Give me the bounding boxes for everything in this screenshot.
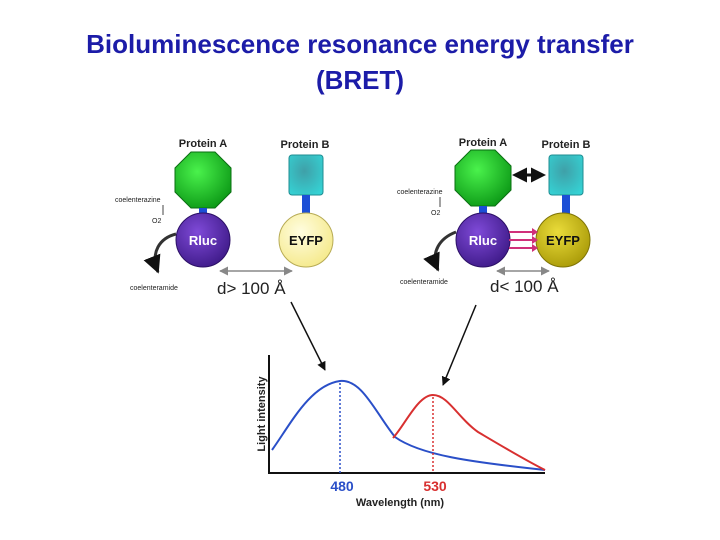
product-label: coelenteramide <box>400 279 448 286</box>
linker-b <box>562 195 570 215</box>
oxygen-label: O2 <box>431 210 441 217</box>
pointer-arrow-right <box>443 305 476 385</box>
protein-a-label: Protein A <box>178 138 228 150</box>
substrate-label: coelenterazine <box>115 197 161 204</box>
right-panel <box>397 137 590 296</box>
protein-a-octagon <box>455 150 511 206</box>
emission-spectrum <box>256 355 545 509</box>
linker-b <box>302 195 310 215</box>
eyfp-label: EYFP <box>289 233 323 248</box>
y-axis-label: Light intensity <box>256 376 268 452</box>
protein-b-square <box>289 155 323 195</box>
title-line-1: Bioluminescence resonance energy transfer <box>86 29 634 59</box>
rluc-label: Rluc <box>468 233 498 248</box>
protein-b-square <box>549 155 583 195</box>
peak-480-label: 480 <box>330 478 354 494</box>
protein-b-label: Protein B <box>280 139 330 151</box>
protein-b-label: Protein B <box>541 139 591 151</box>
blue-emission-curve <box>272 381 545 470</box>
distance-label: d> 100 Å <box>217 279 286 298</box>
substrate-label: coelenterazine <box>397 189 443 196</box>
energy-transfer-arrows <box>509 228 538 252</box>
product-label: coelenteramide <box>130 285 178 292</box>
pointer-arrow-left <box>291 302 325 370</box>
left-panel <box>115 138 333 298</box>
reaction-arrow <box>435 232 456 270</box>
peak-530-label: 530 <box>423 478 447 494</box>
red-emission-curve <box>393 395 545 470</box>
rluc-label: Rluc <box>188 233 218 248</box>
eyfp-label: EYFP <box>546 233 580 248</box>
distance-label: d< 100 Å <box>490 277 559 296</box>
reaction-arrow <box>155 234 176 272</box>
oxygen-label: O2 <box>152 218 162 225</box>
protein-a-octagon <box>175 152 231 208</box>
title-line-2: (BRET) <box>315 65 405 95</box>
protein-a-label: Protein A <box>458 137 508 149</box>
x-axis-label: Wavelength (nm) <box>355 497 445 509</box>
